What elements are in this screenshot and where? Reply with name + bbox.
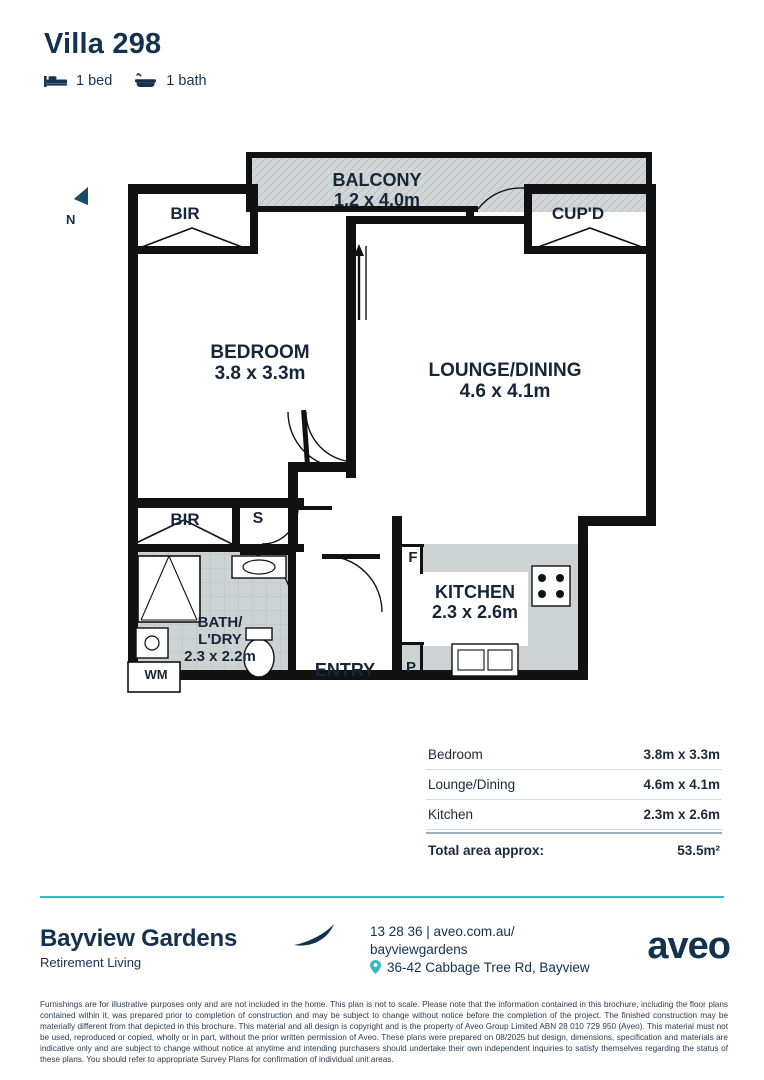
- footer: [40, 915, 730, 995]
- area-row: [426, 800, 722, 830]
- room-label-cupboard: CUP'D: [551, 204, 605, 223]
- area-table: [426, 740, 722, 865]
- area-row-value: 4.6m x 4.1m: [643, 777, 720, 792]
- brand-tagline: Retirement Living: [40, 955, 142, 970]
- floorplan: [0, 120, 764, 720]
- room-label-bedroom: [150, 342, 370, 385]
- room-label-lounge-dining: [390, 360, 620, 403]
- contact-line-1: 13 28 36 | aveo.com.au/: [370, 924, 515, 939]
- brand-block: [40, 925, 237, 970]
- room-label-kitchen: [400, 582, 550, 622]
- bed-icon: [44, 73, 68, 89]
- aveo-logo: aveo: [647, 925, 730, 967]
- area-row-label: Bedroom: [428, 747, 483, 762]
- area-row-label: Lounge/Dining: [428, 777, 516, 792]
- page-title: Villa 298: [44, 28, 162, 60]
- room-label-entry: ENTRY: [314, 660, 376, 680]
- room-name-balcony: BALCONY: [332, 170, 422, 190]
- contact-line-2: bayviewgardens: [370, 942, 468, 958]
- contact-phone-web[interactable]: [370, 923, 590, 941]
- property-specs: [44, 73, 207, 89]
- contact-address-row: [370, 959, 590, 979]
- contact-address: 36-42 Cabbage Tree Rd, Bayview: [387, 960, 590, 976]
- area-total-value: 53.5m²: [677, 843, 720, 858]
- room-label-balcony: [262, 170, 492, 210]
- area-row-value: 3.8m x 3.3m: [643, 747, 720, 762]
- room-name-kitchen: KITCHEN: [435, 582, 515, 602]
- room-label-bir-bottom: BIR: [170, 510, 200, 529]
- footer-divider: [40, 896, 724, 898]
- area-total-row: [426, 834, 722, 865]
- area-row: [426, 770, 722, 800]
- room-dims-bedroom: 3.8 x 3.3m: [214, 363, 306, 385]
- room-name-bath-line2: L'DRY: [198, 630, 242, 648]
- room-name-bedroom: BEDROOM: [210, 342, 310, 363]
- room-dims-lounge-dining: 4.6 x 4.1m: [459, 381, 551, 403]
- fixture-label-fridge: F: [408, 549, 418, 566]
- room-name-lounge-dining: LOUNGE/DINING: [428, 360, 582, 381]
- bath-icon: [134, 73, 158, 89]
- room-label-bath-laundry: [160, 615, 280, 665]
- leaf-icon: [292, 923, 336, 954]
- room-label-bir-top: BIR: [170, 204, 200, 223]
- contact-block: [370, 923, 590, 980]
- area-row-label: Kitchen: [428, 807, 474, 822]
- map-pin-icon: [370, 960, 381, 979]
- fixture-label-pantry: P: [405, 659, 416, 676]
- north-label: N: [66, 212, 76, 227]
- spec-bath-label: 1 bath: [166, 73, 207, 89]
- fixture-label-washing-machine: WM: [144, 667, 168, 682]
- page-header: [44, 28, 207, 89]
- room-dims-kitchen: 2.3 x 2.6m: [431, 602, 519, 623]
- room-label-storage: S: [252, 510, 264, 527]
- spec-bed-label: 1 bed: [76, 73, 113, 89]
- room-dims-bath: 2.3 x 2.2m: [184, 647, 256, 665]
- room-name-bath-line1: BATH/: [197, 614, 243, 631]
- area-row-value: 2.3m x 2.6m: [643, 807, 720, 822]
- spec-bath: [134, 73, 206, 89]
- spec-bed: [44, 73, 112, 89]
- contact-web-continued[interactable]: [370, 941, 590, 959]
- room-dims-balcony: 1.2 x 4.0m: [333, 190, 421, 211]
- disclaimer-text: Furnishings are for illustrative purposes only and are not included in the home. This plan is not to scale. Please note that the information contained in this brochure, including the floor plans contained within it, was prepared prior to completion of construction and may be subject to change without notice before the completion of the project. The finished construction may be materially different from that depicted in this brochure. This material and all design is copyright and is the property of Aveo Group Limited ABN 28 010 729 950 (Aveo). This material must not be used, reproduced or copied, wholly or in part, without the prior written permission of Aveo. These plans were prepared on 08/2025 but design, dimensions, specification and materials are indicative only and are subject to change without notice at anytime and intending purchasers should undertake their own independent inquiries to satisfy themselves regarding the status of these plans. You should refer to appropriate Survey Plans for confirmation of individual unit areas.: [40, 1000, 728, 1064]
- area-row: [426, 740, 722, 770]
- brand-name: Bayview Gardens: [40, 925, 238, 952]
- area-total-label: Total area approx:: [428, 843, 545, 858]
